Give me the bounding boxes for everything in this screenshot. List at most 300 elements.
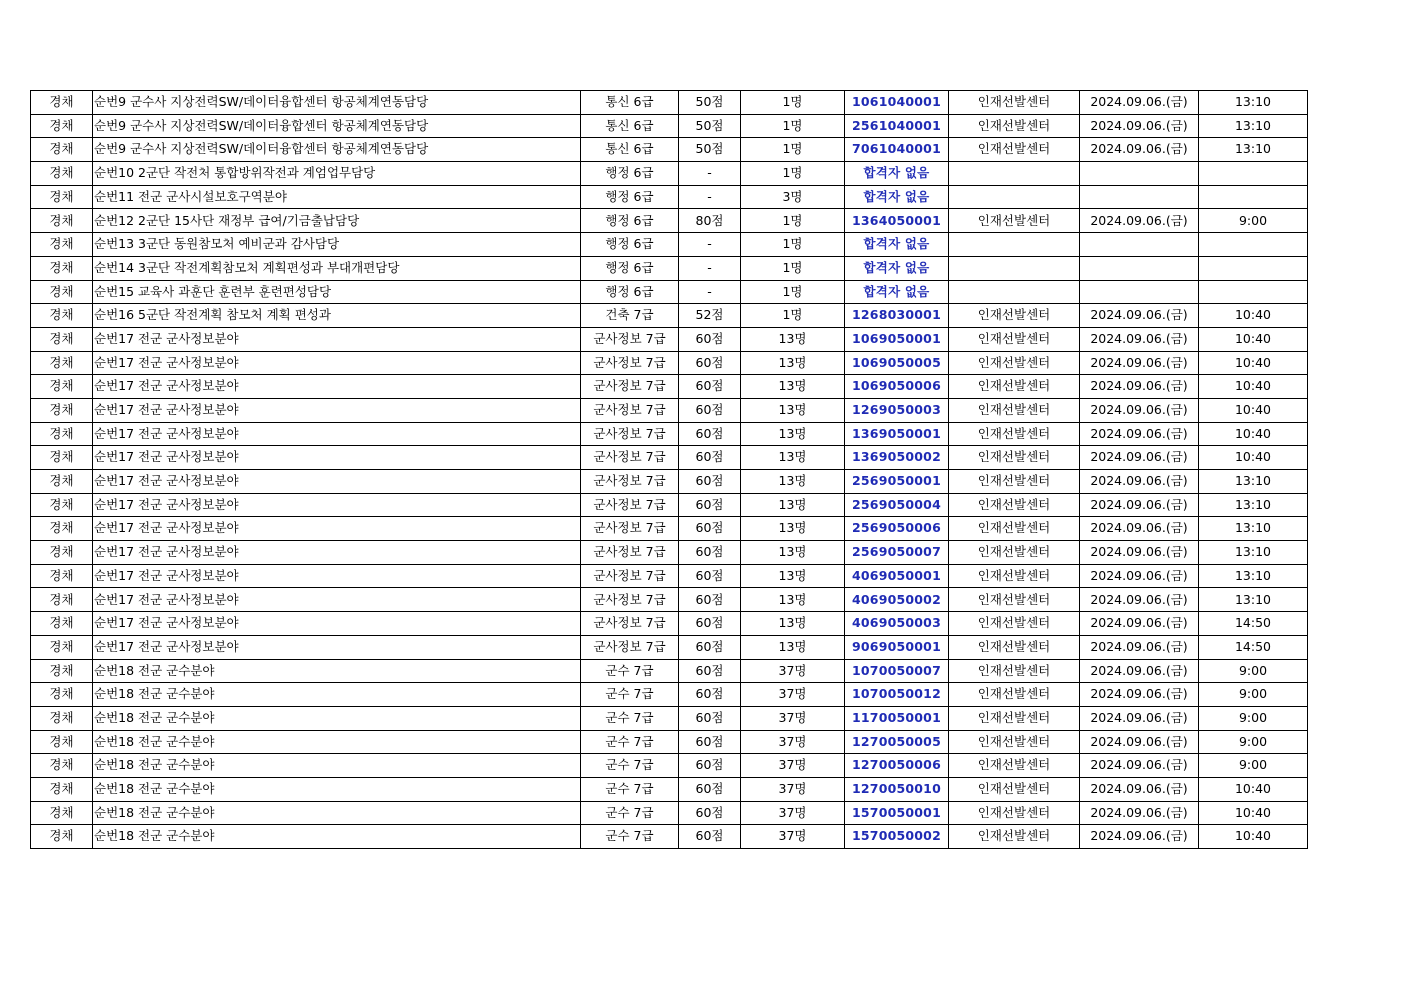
cell-grade: 군사정보 7급 — [581, 375, 679, 399]
cell-title: 순번17 전군 군사정보분야 — [93, 327, 581, 351]
cell-quota: 37명 — [741, 801, 845, 825]
cell-number: 1070050012 — [845, 683, 949, 707]
cell-title: 순번9 군수사 지상전력SW/데이터융합센터 항공체계연동담당 — [93, 91, 581, 115]
cell-score: - — [679, 185, 741, 209]
cell-type: 경채 — [31, 706, 93, 730]
cell-title: 순번18 전군 군수분야 — [93, 659, 581, 683]
cell-quota: 37명 — [741, 706, 845, 730]
cell-grade: 군사정보 7급 — [581, 446, 679, 470]
cell-date: 2024.09.06.(금) — [1080, 706, 1199, 730]
cell-date: 2024.09.06.(금) — [1080, 541, 1199, 565]
cell-grade: 행정 6급 — [581, 256, 679, 280]
cell-place: 인재선발센터 — [949, 351, 1080, 375]
cell-time: 10:40 — [1199, 446, 1308, 470]
cell-title: 순번18 전군 군수분야 — [93, 683, 581, 707]
cell-date: 2024.09.06.(금) — [1080, 635, 1199, 659]
cell-grade: 군사정보 7급 — [581, 422, 679, 446]
table-row — [31, 541, 1308, 565]
cell-number: 4069050003 — [845, 612, 949, 636]
cell-place — [949, 185, 1080, 209]
cell-grade: 건축 7급 — [581, 304, 679, 328]
cell-title: 순번17 전군 군사정보분야 — [93, 564, 581, 588]
cell-title: 순번9 군수사 지상전력SW/데이터융합센터 항공체계연동담당 — [93, 138, 581, 162]
cell-score: - — [679, 256, 741, 280]
cell-date: 2024.09.06.(금) — [1080, 588, 1199, 612]
cell-place: 인재선발센터 — [949, 209, 1080, 233]
cell-type: 경채 — [31, 327, 93, 351]
cell-date: 2024.09.06.(금) — [1080, 801, 1199, 825]
table-row — [31, 233, 1308, 257]
cell-place: 인재선발센터 — [949, 541, 1080, 565]
cell-time: 13:10 — [1199, 541, 1308, 565]
cell-grade: 통신 6급 — [581, 114, 679, 138]
cell-type: 경채 — [31, 185, 93, 209]
cell-quota: 1명 — [741, 114, 845, 138]
cell-score: 60점 — [679, 612, 741, 636]
cell-title: 순번13 3군단 동원참모처 예비군과 감사담당 — [93, 233, 581, 257]
cell-type: 경채 — [31, 422, 93, 446]
cell-grade: 군사정보 7급 — [581, 470, 679, 494]
cell-type: 경채 — [31, 162, 93, 186]
cell-date: 2024.09.06.(금) — [1080, 493, 1199, 517]
cell-date — [1080, 233, 1199, 257]
cell-number: 1570050002 — [845, 825, 949, 849]
table-row — [31, 706, 1308, 730]
cell-place: 인재선발센터 — [949, 659, 1080, 683]
table-row — [31, 683, 1308, 707]
cell-type: 경채 — [31, 398, 93, 422]
cell-type: 경채 — [31, 375, 93, 399]
cell-quota: 13명 — [741, 564, 845, 588]
results-table-body — [31, 91, 1308, 849]
cell-grade: 군사정보 7급 — [581, 493, 679, 517]
cell-number: 1070050007 — [845, 659, 949, 683]
cell-quota: 37명 — [741, 777, 845, 801]
table-row — [31, 209, 1308, 233]
cell-type: 경채 — [31, 825, 93, 849]
cell-date: 2024.09.06.(금) — [1080, 304, 1199, 328]
cell-date: 2024.09.06.(금) — [1080, 446, 1199, 470]
cell-place: 인재선발센터 — [949, 754, 1080, 778]
cell-score: - — [679, 162, 741, 186]
cell-type: 경채 — [31, 683, 93, 707]
cell-number: 1069050006 — [845, 375, 949, 399]
table-row — [31, 754, 1308, 778]
cell-score: 60점 — [679, 375, 741, 399]
cell-number: 합격자 없음 — [845, 185, 949, 209]
cell-grade: 군사정보 7급 — [581, 564, 679, 588]
cell-grade: 군사정보 7급 — [581, 398, 679, 422]
cell-time — [1199, 256, 1308, 280]
cell-grade: 행정 6급 — [581, 185, 679, 209]
table-row — [31, 114, 1308, 138]
cell-quota: 37명 — [741, 659, 845, 683]
table-row — [31, 635, 1308, 659]
cell-time — [1199, 185, 1308, 209]
table-row — [31, 470, 1308, 494]
cell-time: 10:40 — [1199, 304, 1308, 328]
cell-type: 경채 — [31, 517, 93, 541]
cell-grade: 군사정보 7급 — [581, 351, 679, 375]
cell-place: 인재선발센터 — [949, 801, 1080, 825]
cell-time: 13:10 — [1199, 564, 1308, 588]
results-table — [30, 90, 1308, 849]
cell-time: 9:00 — [1199, 659, 1308, 683]
cell-time: 13:10 — [1199, 138, 1308, 162]
cell-grade: 군사정보 7급 — [581, 327, 679, 351]
cell-number: 1369050002 — [845, 446, 949, 470]
cell-time: 10:40 — [1199, 422, 1308, 446]
cell-date: 2024.09.06.(금) — [1080, 777, 1199, 801]
cell-grade: 군수 7급 — [581, 754, 679, 778]
cell-place: 인재선발센터 — [949, 588, 1080, 612]
table-row — [31, 801, 1308, 825]
cell-number: 1270050010 — [845, 777, 949, 801]
cell-type: 경채 — [31, 138, 93, 162]
cell-number: 2569050007 — [845, 541, 949, 565]
cell-quota: 1명 — [741, 209, 845, 233]
cell-time: 13:10 — [1199, 588, 1308, 612]
cell-score: 60점 — [679, 493, 741, 517]
cell-time: 14:50 — [1199, 635, 1308, 659]
cell-type: 경채 — [31, 659, 93, 683]
cell-place — [949, 233, 1080, 257]
cell-grade: 군사정보 7급 — [581, 635, 679, 659]
cell-place: 인재선발센터 — [949, 446, 1080, 470]
cell-type: 경채 — [31, 233, 93, 257]
cell-date: 2024.09.06.(금) — [1080, 114, 1199, 138]
cell-score: - — [679, 233, 741, 257]
cell-number: 1069050005 — [845, 351, 949, 375]
cell-quota: 13명 — [741, 327, 845, 351]
cell-number: 9069050001 — [845, 635, 949, 659]
cell-date: 2024.09.06.(금) — [1080, 351, 1199, 375]
cell-number: 4069050002 — [845, 588, 949, 612]
cell-type: 경채 — [31, 541, 93, 565]
table-row — [31, 493, 1308, 517]
cell-title: 순번17 전군 군사정보분야 — [93, 541, 581, 565]
cell-place: 인재선발센터 — [949, 564, 1080, 588]
cell-quota: 13명 — [741, 375, 845, 399]
cell-quota: 3명 — [741, 185, 845, 209]
cell-place: 인재선발센터 — [949, 327, 1080, 351]
cell-date: 2024.09.06.(금) — [1080, 398, 1199, 422]
table-row — [31, 588, 1308, 612]
table-row — [31, 825, 1308, 849]
cell-time: 9:00 — [1199, 754, 1308, 778]
cell-place: 인재선발센터 — [949, 375, 1080, 399]
cell-type: 경채 — [31, 777, 93, 801]
cell-quota: 37명 — [741, 825, 845, 849]
table-row — [31, 777, 1308, 801]
cell-time: 10:40 — [1199, 801, 1308, 825]
cell-date: 2024.09.06.(금) — [1080, 209, 1199, 233]
cell-time: 13:10 — [1199, 114, 1308, 138]
cell-quota: 1명 — [741, 304, 845, 328]
cell-title: 순번12 2군단 15사단 재정부 급여/기금출납담당 — [93, 209, 581, 233]
cell-place: 인재선발센터 — [949, 470, 1080, 494]
cell-title: 순번18 전군 군수분야 — [93, 706, 581, 730]
cell-number: 1570050001 — [845, 801, 949, 825]
table-row — [31, 517, 1308, 541]
cell-type: 경채 — [31, 114, 93, 138]
cell-number: 2569050004 — [845, 493, 949, 517]
table-row — [31, 422, 1308, 446]
cell-time: 13:10 — [1199, 493, 1308, 517]
cell-grade: 군수 7급 — [581, 777, 679, 801]
cell-number: 2569050001 — [845, 470, 949, 494]
table-row — [31, 398, 1308, 422]
cell-time — [1199, 162, 1308, 186]
cell-date: 2024.09.06.(금) — [1080, 564, 1199, 588]
cell-date: 2024.09.06.(금) — [1080, 138, 1199, 162]
cell-place: 인재선발센터 — [949, 706, 1080, 730]
cell-number: 1364050001 — [845, 209, 949, 233]
cell-score: 60점 — [679, 351, 741, 375]
cell-time: 9:00 — [1199, 683, 1308, 707]
cell-quota: 13명 — [741, 517, 845, 541]
cell-score: 60점 — [679, 801, 741, 825]
cell-score: 60점 — [679, 327, 741, 351]
cell-title: 순번18 전군 군수분야 — [93, 801, 581, 825]
cell-title: 순번17 전군 군사정보분야 — [93, 375, 581, 399]
cell-title: 순번11 전군 군사시설보호구역분야 — [93, 185, 581, 209]
cell-score: 60점 — [679, 825, 741, 849]
cell-date: 2024.09.06.(금) — [1080, 91, 1199, 115]
cell-grade: 군수 7급 — [581, 659, 679, 683]
cell-quota: 13명 — [741, 588, 845, 612]
cell-score: 60점 — [679, 470, 741, 494]
cell-title: 순번14 3군단 작전계획참모처 계획편성과 부대개편담당 — [93, 256, 581, 280]
cell-grade: 군수 7급 — [581, 801, 679, 825]
cell-number: 1170050001 — [845, 706, 949, 730]
cell-title: 순번16 5군단 작전계획 참모처 계획 편성과 — [93, 304, 581, 328]
cell-title: 순번10 2군단 작전처 통합방위작전과 계엄업무담당 — [93, 162, 581, 186]
cell-type: 경채 — [31, 730, 93, 754]
cell-date: 2024.09.06.(금) — [1080, 422, 1199, 446]
table-row — [31, 730, 1308, 754]
cell-quota: 1명 — [741, 233, 845, 257]
cell-quota: 1명 — [741, 91, 845, 115]
cell-type: 경채 — [31, 446, 93, 470]
cell-type: 경채 — [31, 754, 93, 778]
cell-place: 인재선발센터 — [949, 493, 1080, 517]
cell-number: 1269050003 — [845, 398, 949, 422]
cell-score: 50점 — [679, 114, 741, 138]
cell-number: 2561040001 — [845, 114, 949, 138]
cell-date — [1080, 162, 1199, 186]
cell-place: 인재선발센터 — [949, 635, 1080, 659]
cell-score: 60점 — [679, 777, 741, 801]
cell-date: 2024.09.06.(금) — [1080, 517, 1199, 541]
cell-quota: 37명 — [741, 683, 845, 707]
cell-score: 52점 — [679, 304, 741, 328]
cell-number: 합격자 없음 — [845, 233, 949, 257]
cell-time: 14:50 — [1199, 612, 1308, 636]
table-row — [31, 659, 1308, 683]
cell-time: 9:00 — [1199, 209, 1308, 233]
cell-grade: 통신 6급 — [581, 91, 679, 115]
cell-grade: 군수 7급 — [581, 825, 679, 849]
cell-time — [1199, 280, 1308, 304]
cell-grade: 행정 6급 — [581, 209, 679, 233]
cell-title: 순번18 전군 군수분야 — [93, 754, 581, 778]
cell-score: 80점 — [679, 209, 741, 233]
table-row — [31, 280, 1308, 304]
cell-type: 경채 — [31, 256, 93, 280]
cell-title: 순번18 전군 군수분야 — [93, 825, 581, 849]
cell-quota: 13명 — [741, 493, 845, 517]
cell-title: 순번17 전군 군사정보분야 — [93, 612, 581, 636]
cell-title: 순번17 전군 군사정보분야 — [93, 493, 581, 517]
cell-score: 50점 — [679, 91, 741, 115]
cell-type: 경채 — [31, 304, 93, 328]
cell-grade: 군수 7급 — [581, 683, 679, 707]
cell-number: 1270050005 — [845, 730, 949, 754]
cell-type: 경채 — [31, 470, 93, 494]
cell-date: 2024.09.06.(금) — [1080, 375, 1199, 399]
cell-time: 9:00 — [1199, 706, 1308, 730]
cell-score: 60점 — [679, 683, 741, 707]
cell-number: 7061040001 — [845, 138, 949, 162]
cell-time: 13:10 — [1199, 517, 1308, 541]
cell-date — [1080, 256, 1199, 280]
cell-date: 2024.09.06.(금) — [1080, 659, 1199, 683]
cell-time — [1199, 233, 1308, 257]
cell-number: 1268030001 — [845, 304, 949, 328]
cell-date: 2024.09.06.(금) — [1080, 327, 1199, 351]
cell-quota: 13명 — [741, 612, 845, 636]
cell-place: 인재선발센터 — [949, 825, 1080, 849]
cell-title: 순번17 전군 군사정보분야 — [93, 635, 581, 659]
cell-quota: 1명 — [741, 256, 845, 280]
table-row — [31, 375, 1308, 399]
cell-place — [949, 162, 1080, 186]
cell-number: 합격자 없음 — [845, 162, 949, 186]
cell-score: 60점 — [679, 588, 741, 612]
cell-time: 13:10 — [1199, 91, 1308, 115]
cell-place: 인재선발센터 — [949, 138, 1080, 162]
cell-title: 순번18 전군 군수분야 — [93, 777, 581, 801]
cell-quota: 13명 — [741, 470, 845, 494]
cell-date — [1080, 280, 1199, 304]
cell-score: 50점 — [679, 138, 741, 162]
cell-quota: 1명 — [741, 280, 845, 304]
cell-time: 10:40 — [1199, 398, 1308, 422]
table-row — [31, 351, 1308, 375]
cell-title: 순번15 교육사 과훈단 훈련부 훈련편성담당 — [93, 280, 581, 304]
cell-type: 경채 — [31, 209, 93, 233]
cell-title: 순번17 전군 군사정보분야 — [93, 470, 581, 494]
table-row — [31, 304, 1308, 328]
cell-score: 60점 — [679, 541, 741, 565]
cell-score: 60점 — [679, 398, 741, 422]
cell-grade: 통신 6급 — [581, 138, 679, 162]
cell-place: 인재선발센터 — [949, 612, 1080, 636]
cell-quota: 13명 — [741, 398, 845, 422]
cell-type: 경채 — [31, 801, 93, 825]
table-row — [31, 612, 1308, 636]
cell-date: 2024.09.06.(금) — [1080, 612, 1199, 636]
cell-quota: 1명 — [741, 138, 845, 162]
table-row — [31, 138, 1308, 162]
cell-date: 2024.09.06.(금) — [1080, 730, 1199, 754]
cell-quota: 13명 — [741, 635, 845, 659]
cell-date: 2024.09.06.(금) — [1080, 683, 1199, 707]
cell-title: 순번17 전군 군사정보분야 — [93, 446, 581, 470]
cell-title: 순번17 전군 군사정보분야 — [93, 351, 581, 375]
cell-time: 13:10 — [1199, 470, 1308, 494]
cell-title: 순번17 전군 군사정보분야 — [93, 588, 581, 612]
table-row — [31, 185, 1308, 209]
cell-quota: 37명 — [741, 754, 845, 778]
cell-time: 10:40 — [1199, 327, 1308, 351]
cell-date: 2024.09.06.(금) — [1080, 470, 1199, 494]
cell-number: 1069050001 — [845, 327, 949, 351]
table-row — [31, 256, 1308, 280]
cell-place: 인재선발센터 — [949, 683, 1080, 707]
cell-date: 2024.09.06.(금) — [1080, 754, 1199, 778]
cell-score: 60점 — [679, 446, 741, 470]
cell-place: 인재선발센터 — [949, 304, 1080, 328]
cell-quota: 13명 — [741, 446, 845, 470]
cell-type: 경채 — [31, 493, 93, 517]
cell-type: 경채 — [31, 635, 93, 659]
cell-quota: 13명 — [741, 351, 845, 375]
cell-grade: 군사정보 7급 — [581, 588, 679, 612]
cell-grade: 행정 6급 — [581, 280, 679, 304]
cell-quota: 13명 — [741, 541, 845, 565]
cell-score: 60점 — [679, 730, 741, 754]
cell-score: 60점 — [679, 564, 741, 588]
cell-score: 60점 — [679, 659, 741, 683]
cell-score: 60점 — [679, 517, 741, 541]
cell-score: 60점 — [679, 754, 741, 778]
cell-place: 인재선발센터 — [949, 91, 1080, 115]
cell-number: 2569050006 — [845, 517, 949, 541]
cell-grade: 행정 6급 — [581, 162, 679, 186]
cell-type: 경채 — [31, 280, 93, 304]
cell-quota: 13명 — [741, 422, 845, 446]
cell-type: 경채 — [31, 91, 93, 115]
cell-date — [1080, 185, 1199, 209]
cell-title: 순번17 전군 군사정보분야 — [93, 517, 581, 541]
cell-time: 10:40 — [1199, 375, 1308, 399]
cell-grade: 군사정보 7급 — [581, 612, 679, 636]
cell-score: 60점 — [679, 706, 741, 730]
cell-place: 인재선발센터 — [949, 517, 1080, 541]
cell-grade: 군사정보 7급 — [581, 517, 679, 541]
cell-title: 순번18 전군 군수분야 — [93, 730, 581, 754]
cell-grade: 군수 7급 — [581, 730, 679, 754]
cell-grade: 군수 7급 — [581, 706, 679, 730]
table-row — [31, 91, 1308, 115]
cell-time: 10:40 — [1199, 777, 1308, 801]
cell-number: 1061040001 — [845, 91, 949, 115]
cell-title: 순번9 군수사 지상전력SW/데이터융합센터 항공체계연동담당 — [93, 114, 581, 138]
cell-quota: 37명 — [741, 730, 845, 754]
cell-title: 순번17 전군 군사정보분야 — [93, 398, 581, 422]
cell-title: 순번17 전군 군사정보분야 — [93, 422, 581, 446]
cell-number: 1270050006 — [845, 754, 949, 778]
cell-place: 인재선발센터 — [949, 422, 1080, 446]
cell-place: 인재선발센터 — [949, 398, 1080, 422]
table-row — [31, 162, 1308, 186]
cell-number: 합격자 없음 — [845, 280, 949, 304]
cell-time: 9:00 — [1199, 730, 1308, 754]
cell-time: 10:40 — [1199, 825, 1308, 849]
cell-number: 4069050001 — [845, 564, 949, 588]
